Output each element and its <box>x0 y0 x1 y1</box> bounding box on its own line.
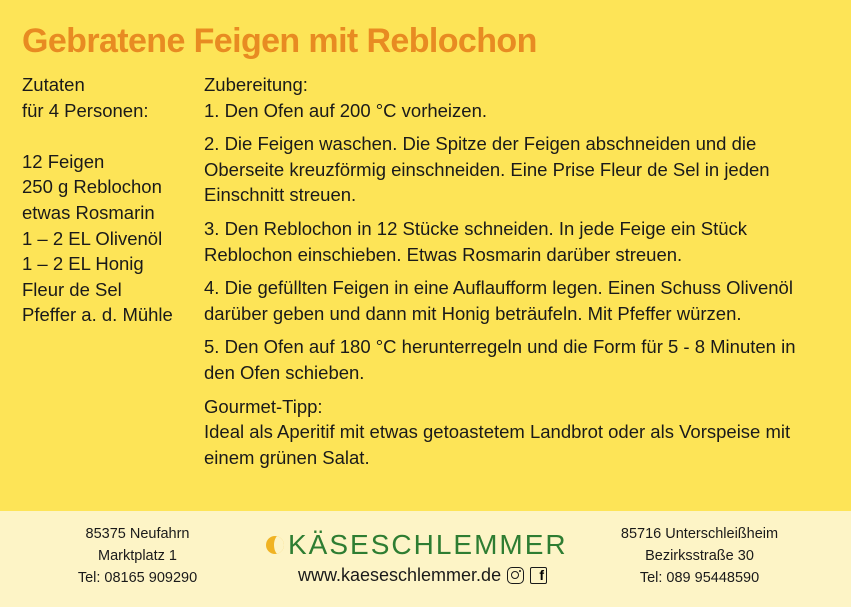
ingredient-item: Fleur de Sel <box>22 278 122 300</box>
ingredient-item: Pfeffer a. d. Mühle <box>22 304 173 326</box>
brand-block <box>266 529 586 586</box>
address-phone: Tel: 08165 909290 <box>77 570 198 586</box>
facebook-icon[interactable]: f <box>530 567 547 584</box>
brand-name: KÄSESCHLEMMER <box>288 529 568 560</box>
store-address-neufahrn <box>50 523 225 589</box>
ingredient-item: etwas Rosmarin <box>22 201 155 223</box>
prep-step: 3. Den Reblochon in 12 Stücke schneiden. In jede Feige ein Stück Reblochon einschieben. Etwas Rosmarin darüber streuen. <box>204 217 748 265</box>
brand-logo <box>266 529 586 561</box>
instagram-icon[interactable] <box>507 567 524 584</box>
spacer <box>22 123 197 149</box>
address-phone: Tel: 089 95448590 <box>639 570 760 586</box>
servings-label: für 4 Personen: <box>22 99 149 121</box>
prep-heading: Zubereitung: <box>204 74 308 95</box>
prep-step: 2. Die Feigen waschen. Die Spitze der Feigen abschneiden und die Oberseite kreuzförmig einschneiden. Eine Prise Fleur de Sel in jeden Einschnitt streuen. <box>204 133 770 206</box>
address-street: Bezirksstraße 30 <box>645 548 754 564</box>
prep-step: 1. Den Ofen auf 200 °C vorheizen. <box>204 99 488 121</box>
prep-step: 5. Den Ofen auf 180 °C herunterregeln und die Form für 5 - 8 Minuten in den Ofen schieben. <box>204 336 796 383</box>
logo-mark-icon <box>266 536 284 554</box>
address-city: 85716 Unterschleißheim <box>620 526 779 542</box>
prep-step: 4. Die gefüllten Feigen in eine Auflaufform legen. Einen Schuss Olivenöl darüber geben und dann mit Honig beträufeln. Mit Pfeffer würzen. <box>204 277 793 324</box>
footer <box>0 511 851 607</box>
website-link[interactable]: www.kaeseschlemmer.de <box>298 565 502 585</box>
preparation-column <box>204 72 826 478</box>
address-city: 85375 Neufahrn <box>85 526 190 542</box>
tip-heading: Gourmet-Tipp: <box>204 395 323 417</box>
ingredient-item: 250 g Reblochon <box>22 176 162 198</box>
ingredient-item: 12 Feigen <box>22 150 105 172</box>
website-row <box>298 565 586 586</box>
ingredients-column <box>22 72 197 328</box>
tip-text: Ideal als Aperitif mit etwas getoastetem Landbrot oder als Vorspeise mit einem grünen Salat. <box>204 421 791 468</box>
ingredient-item: 1 – 2 EL Honig <box>22 253 144 275</box>
store-address-unterschleissheim <box>602 523 797 589</box>
ingredients-heading: Zutaten <box>22 74 85 95</box>
recipe-title: Gebratene Feigen mit Reblochon <box>22 22 537 60</box>
ingredient-item: 1 – 2 EL Olivenöl <box>22 227 163 249</box>
address-street: Marktplatz 1 <box>98 548 177 564</box>
